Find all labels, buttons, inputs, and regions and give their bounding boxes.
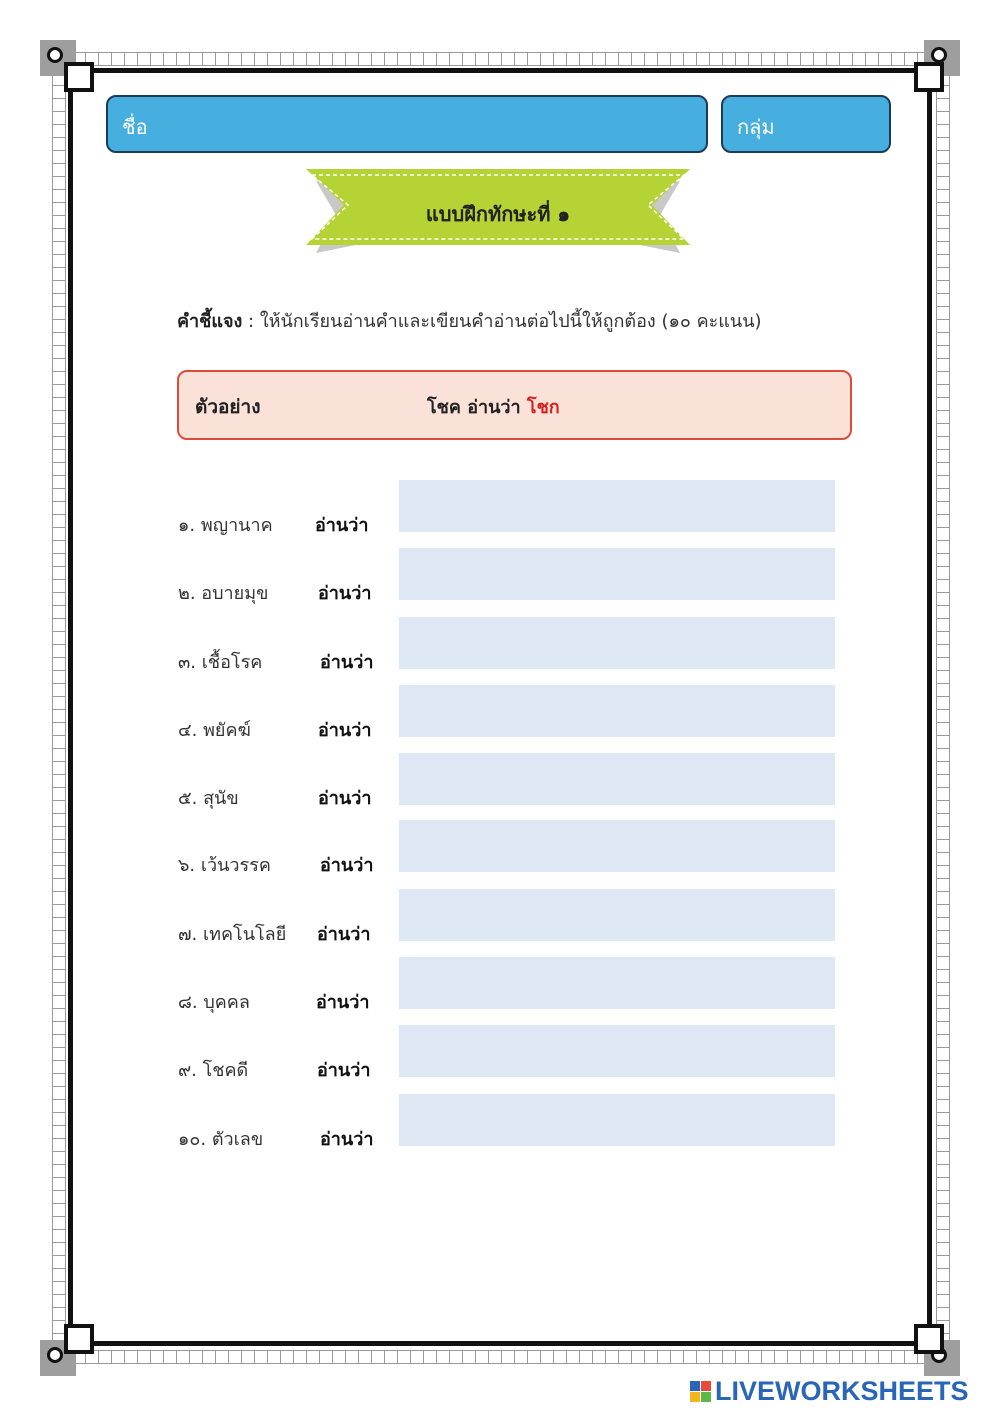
answer-input[interactable] (399, 548, 835, 600)
read-as-label: อ่านว่า (320, 652, 374, 673)
question-row (0, 685, 1000, 745)
question-row (0, 820, 1000, 880)
read-as-label: อ่านว่า (320, 1129, 374, 1150)
question-word: ๒. อบายมุข (178, 583, 269, 604)
question-word: ๔. พยัคฆ์ (178, 720, 251, 741)
read-as-label: อ่านว่า (320, 855, 374, 876)
worksheet-title: แบบฝึกทักษะที่ ๑ (425, 202, 571, 226)
read-as-label: อ่านว่า (317, 924, 371, 945)
question-row (0, 753, 1000, 813)
question-row (0, 480, 1000, 540)
question-word: ๑. พญานาค (178, 515, 273, 536)
question-row (0, 617, 1000, 677)
question-row (0, 889, 1000, 949)
frame-bottom-ladder (60, 1350, 940, 1364)
example-answer: โชก (526, 397, 560, 418)
example-word (427, 392, 560, 421)
example-label: ตัวอย่าง (195, 396, 261, 418)
question-word: ๙. โชคดี (178, 1060, 249, 1081)
corner-knot-icon (64, 62, 94, 92)
answer-input[interactable] (399, 685, 835, 737)
question-word: ๕. สุนัข (178, 788, 239, 809)
answer-input[interactable] (399, 1025, 835, 1077)
question-word: ๖. เว้นวรรค (178, 855, 271, 876)
question-row (0, 548, 1000, 608)
read-as-label: อ่านว่า (318, 720, 372, 741)
liveworksheets-logo-icon (690, 1381, 711, 1402)
name-label: ชื่อ (122, 115, 148, 139)
instructions-text: : ให้นักเรียนอ่านคำและเขียนคำอ่านต่อไปนี้ให้ถูกต้อง (๑๐ คะแนน) (242, 311, 762, 332)
corner-knot-icon (914, 62, 944, 92)
answer-input[interactable] (399, 889, 835, 941)
liveworksheets-logo (690, 1374, 969, 1408)
question-word: ๘. บุคคล (178, 992, 250, 1013)
corner-knot-icon (914, 1324, 944, 1354)
instructions (177, 306, 762, 335)
read-as-label: อ่านว่า (318, 788, 372, 809)
answer-input[interactable] (399, 480, 835, 532)
answer-input[interactable] (399, 820, 835, 872)
read-as-label: อ่านว่า (315, 515, 369, 536)
group-field[interactable] (721, 95, 891, 153)
question-word: ๗. เทคโนโลยี (178, 924, 287, 945)
watermark-text: LIVEWORKSHEETS (715, 1375, 969, 1406)
frame-top-ladder (60, 52, 940, 66)
question-row (0, 957, 1000, 1017)
answer-input[interactable] (399, 1094, 835, 1146)
read-as-label: อ่านว่า (316, 992, 370, 1013)
group-label: กลุ่ม (737, 115, 775, 139)
example-box (177, 370, 852, 440)
question-word: ๓. เชื้อโรค (178, 652, 263, 673)
read-as-label: อ่านว่า (317, 1060, 371, 1081)
read-as-label: อ่านว่า (318, 583, 372, 604)
answer-input[interactable] (399, 617, 835, 669)
question-word: ๑๐. ตัวเลข (178, 1129, 264, 1150)
name-field[interactable] (106, 95, 708, 153)
instructions-label: คำชี้แจง (177, 311, 243, 332)
answer-input[interactable] (399, 753, 835, 805)
question-row (0, 1094, 1000, 1154)
example-prompt: โชค อ่านว่า (427, 397, 527, 418)
question-row (0, 1025, 1000, 1085)
corner-knot-icon (64, 1324, 94, 1354)
answer-input[interactable] (399, 957, 835, 1009)
